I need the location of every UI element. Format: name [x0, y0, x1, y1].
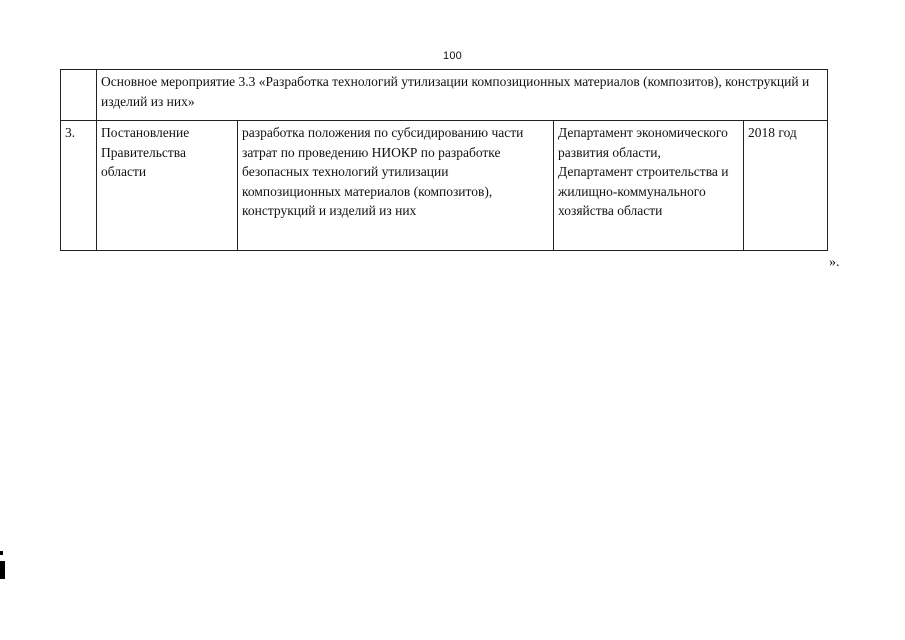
section-title: Основное мероприятие 3.3 «Разработка технологий утилизации композиционных материалов (композитов), конструкций и изделий из них» — [97, 70, 828, 121]
table-row — [61, 121, 828, 251]
row-term: 2018 год — [744, 121, 828, 251]
scan-artifact-bar — [0, 561, 5, 579]
row-executor: Департамент экономического развития области, Департамент строительства и жилищно-коммунального хозяйства области — [554, 121, 744, 251]
row-number: 3. — [61, 121, 97, 251]
measures-table-container — [60, 69, 827, 251]
scan-artifact-mark — [0, 551, 3, 555]
measures-table — [60, 69, 828, 251]
section-row — [61, 70, 828, 121]
row-description: разработка положения по субсидированию части затрат по проведению НИОКР по разработке безопасных технологий утилизации композиционных материалов (композитов), конструкций и изделий из них — [238, 121, 554, 251]
closing-quote: ». — [829, 255, 840, 270]
row-document: Постановление Правительства области — [97, 121, 238, 251]
section-empty-cell — [61, 70, 97, 121]
page-number: 100 — [443, 50, 462, 62]
